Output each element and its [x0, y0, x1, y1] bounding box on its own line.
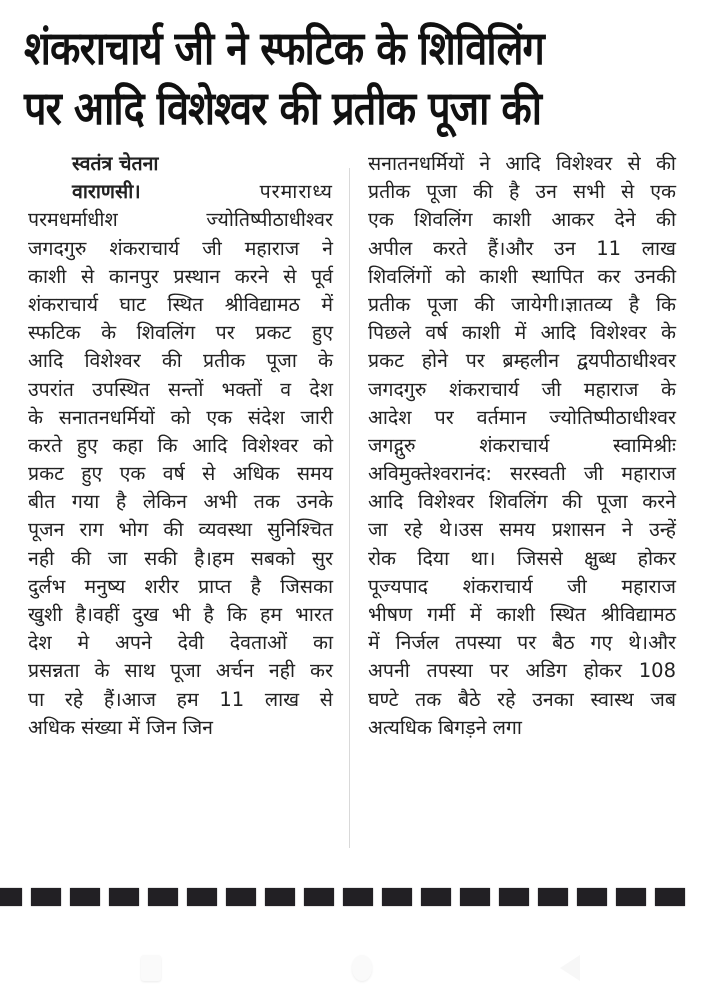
text-line: भीषण गर्मी में काशी स्थित श्रीविद्यामठ [368, 603, 676, 626]
back-icon[interactable] [560, 955, 580, 981]
text-line: प्रतीक पूजा की है उन सभी से एक [368, 180, 676, 204]
text-line: प्रकट हुए एक वर्ष से अधिक समय [28, 462, 333, 486]
text-line: आदेश पर वर्तमान ज्योतिष्पीठाधीश्वर [368, 405, 676, 429]
text-line: शिवलिंगों को काशी स्थापित कर उनकी [368, 264, 676, 288]
headline-line-1: शंकराचार्य जी ने स्फटिक के शिविलिंग [24, 21, 544, 75]
right-column [368, 150, 676, 742]
decorative-square [109, 888, 139, 906]
column-divider [349, 168, 350, 848]
system-navigation-bar [0, 960, 720, 1008]
decorative-square [226, 888, 256, 906]
recent-apps-icon[interactable] [141, 955, 161, 981]
left-column [28, 150, 333, 742]
headline [24, 18, 609, 138]
decorative-square [655, 888, 685, 906]
decorative-square [148, 888, 178, 906]
text-line: अविमुक्तेश्वरानंद: सरस्वती जी महाराज [368, 462, 676, 486]
decorative-square [421, 888, 451, 906]
text-line: स्फटिक के शिवलिंग पर प्रकट हुए [28, 321, 333, 345]
byline: स्वतंत्र चेतना [72, 152, 159, 175]
dateline [28, 178, 333, 206]
decorative-square [538, 888, 568, 906]
dateline-place: वाराणसी। [72, 180, 141, 204]
text-line: नही की जा सकी है।हम सबको सुर [28, 546, 333, 570]
text-line: उपरांत उपस्थित सन्तों भक्तों व देश [28, 377, 333, 401]
text-line: प्रकट होने पर ब्रम्हलीन द्वयपीठाधीश्वर [368, 349, 676, 373]
text-line: जगदगुरु शंकराचार्य जी महाराज के [368, 377, 676, 401]
text-line: अपनी तपस्या पर अडिग होकर 108 [368, 659, 676, 683]
text-line: अपील करते हैं।और उन 11 लाख [368, 236, 676, 260]
decorative-square [265, 888, 295, 906]
text-line: खुशी है।वहीं दुख भी है कि हम भारत [28, 603, 333, 626]
decorative-square [382, 888, 412, 906]
text-line: काशी से कानपुर प्रस्थान करने से पूर्व [28, 264, 333, 288]
decorative-square [187, 888, 217, 906]
decorative-square [616, 888, 646, 906]
decorative-square [0, 888, 22, 906]
text-line: प्रसन्नता के साथ पूजा अर्चन नही कर [28, 659, 333, 683]
text-line: दुर्लभ मनुष्य शरीर प्राप्त है जिसका [28, 574, 333, 598]
dateline-lead: परमाराध्य [259, 180, 333, 204]
headline-line-2: पर आदि विशेश्वर की प्रतीक पूजा की [24, 81, 542, 135]
text-line: अत्यधिक बिगड़ने लगा [368, 715, 522, 739]
text-line: परमधर्माधीश ज्योतिष्पीठाधीश्वर [28, 208, 333, 232]
text-line: आदि विशेश्वर शिवलिंग की पूजा करने [368, 490, 676, 514]
decorative-square [304, 888, 334, 906]
text-line: पूज्यपाद शंकराचार्य जी महाराज [368, 574, 676, 598]
decorative-square [577, 888, 607, 906]
text-line: रोक दिया था। जिससे क्षुब्ध होकर [368, 546, 676, 570]
decorative-square [31, 888, 61, 906]
text-line: एक शिवलिंग काशी आकर देने की [368, 208, 676, 232]
text-line: शंकराचार्य घाट स्थित श्रीविद्यामठ में [28, 292, 333, 316]
text-line: के सनातनधर्मियों को एक संदेश जारी [28, 405, 333, 429]
text-line: करते हुए कहा कि आदि विशेश्वर को [28, 433, 333, 457]
text-line: देश मे अपने देवी देवताओं का [28, 631, 333, 655]
text-line: सनातनधर्मियों ने आदि विशेश्वर से की [368, 152, 676, 175]
text-line: अधिक संख्या में जिन जिन [28, 715, 214, 739]
text-line: घण्टे तक बैठे रहे उनका स्वास्थ जब [368, 687, 676, 711]
text-line: जा रहे थे।उस समय प्रशासन ने उन्हें [368, 518, 676, 542]
text-line: आदि विशेश्वर की प्रतीक पूजा के [28, 349, 333, 373]
text-line: जगद्गुरु शंकराचार्य स्वामिश्रीः [368, 433, 676, 457]
decorative-square [460, 888, 490, 906]
text-line: में निर्जल तपस्या पर बैठ गए थे।और [368, 631, 676, 655]
text-line: पूजन राग भोग की व्यवस्था सुनिश्चित [28, 518, 333, 542]
decorative-square [499, 888, 529, 906]
decorative-square [70, 888, 100, 906]
home-icon[interactable] [352, 955, 372, 981]
text-line: प्रतीक पूजा की जायेगी।ज्ञातव्य है कि [368, 292, 676, 316]
text-line: जगदगुरु शंकराचार्य जी महाराज ने [28, 236, 333, 260]
text-line: पा रहे हैं।आज हम 11 लाख से [28, 687, 333, 711]
decorative-square-border [0, 888, 694, 906]
decorative-square [343, 888, 373, 906]
text-line: पिछले वर्ष काशी में आदि विशेश्वर के [368, 321, 676, 345]
text-line: बीत गया है लेकिन अभी तक उनके [28, 490, 333, 514]
